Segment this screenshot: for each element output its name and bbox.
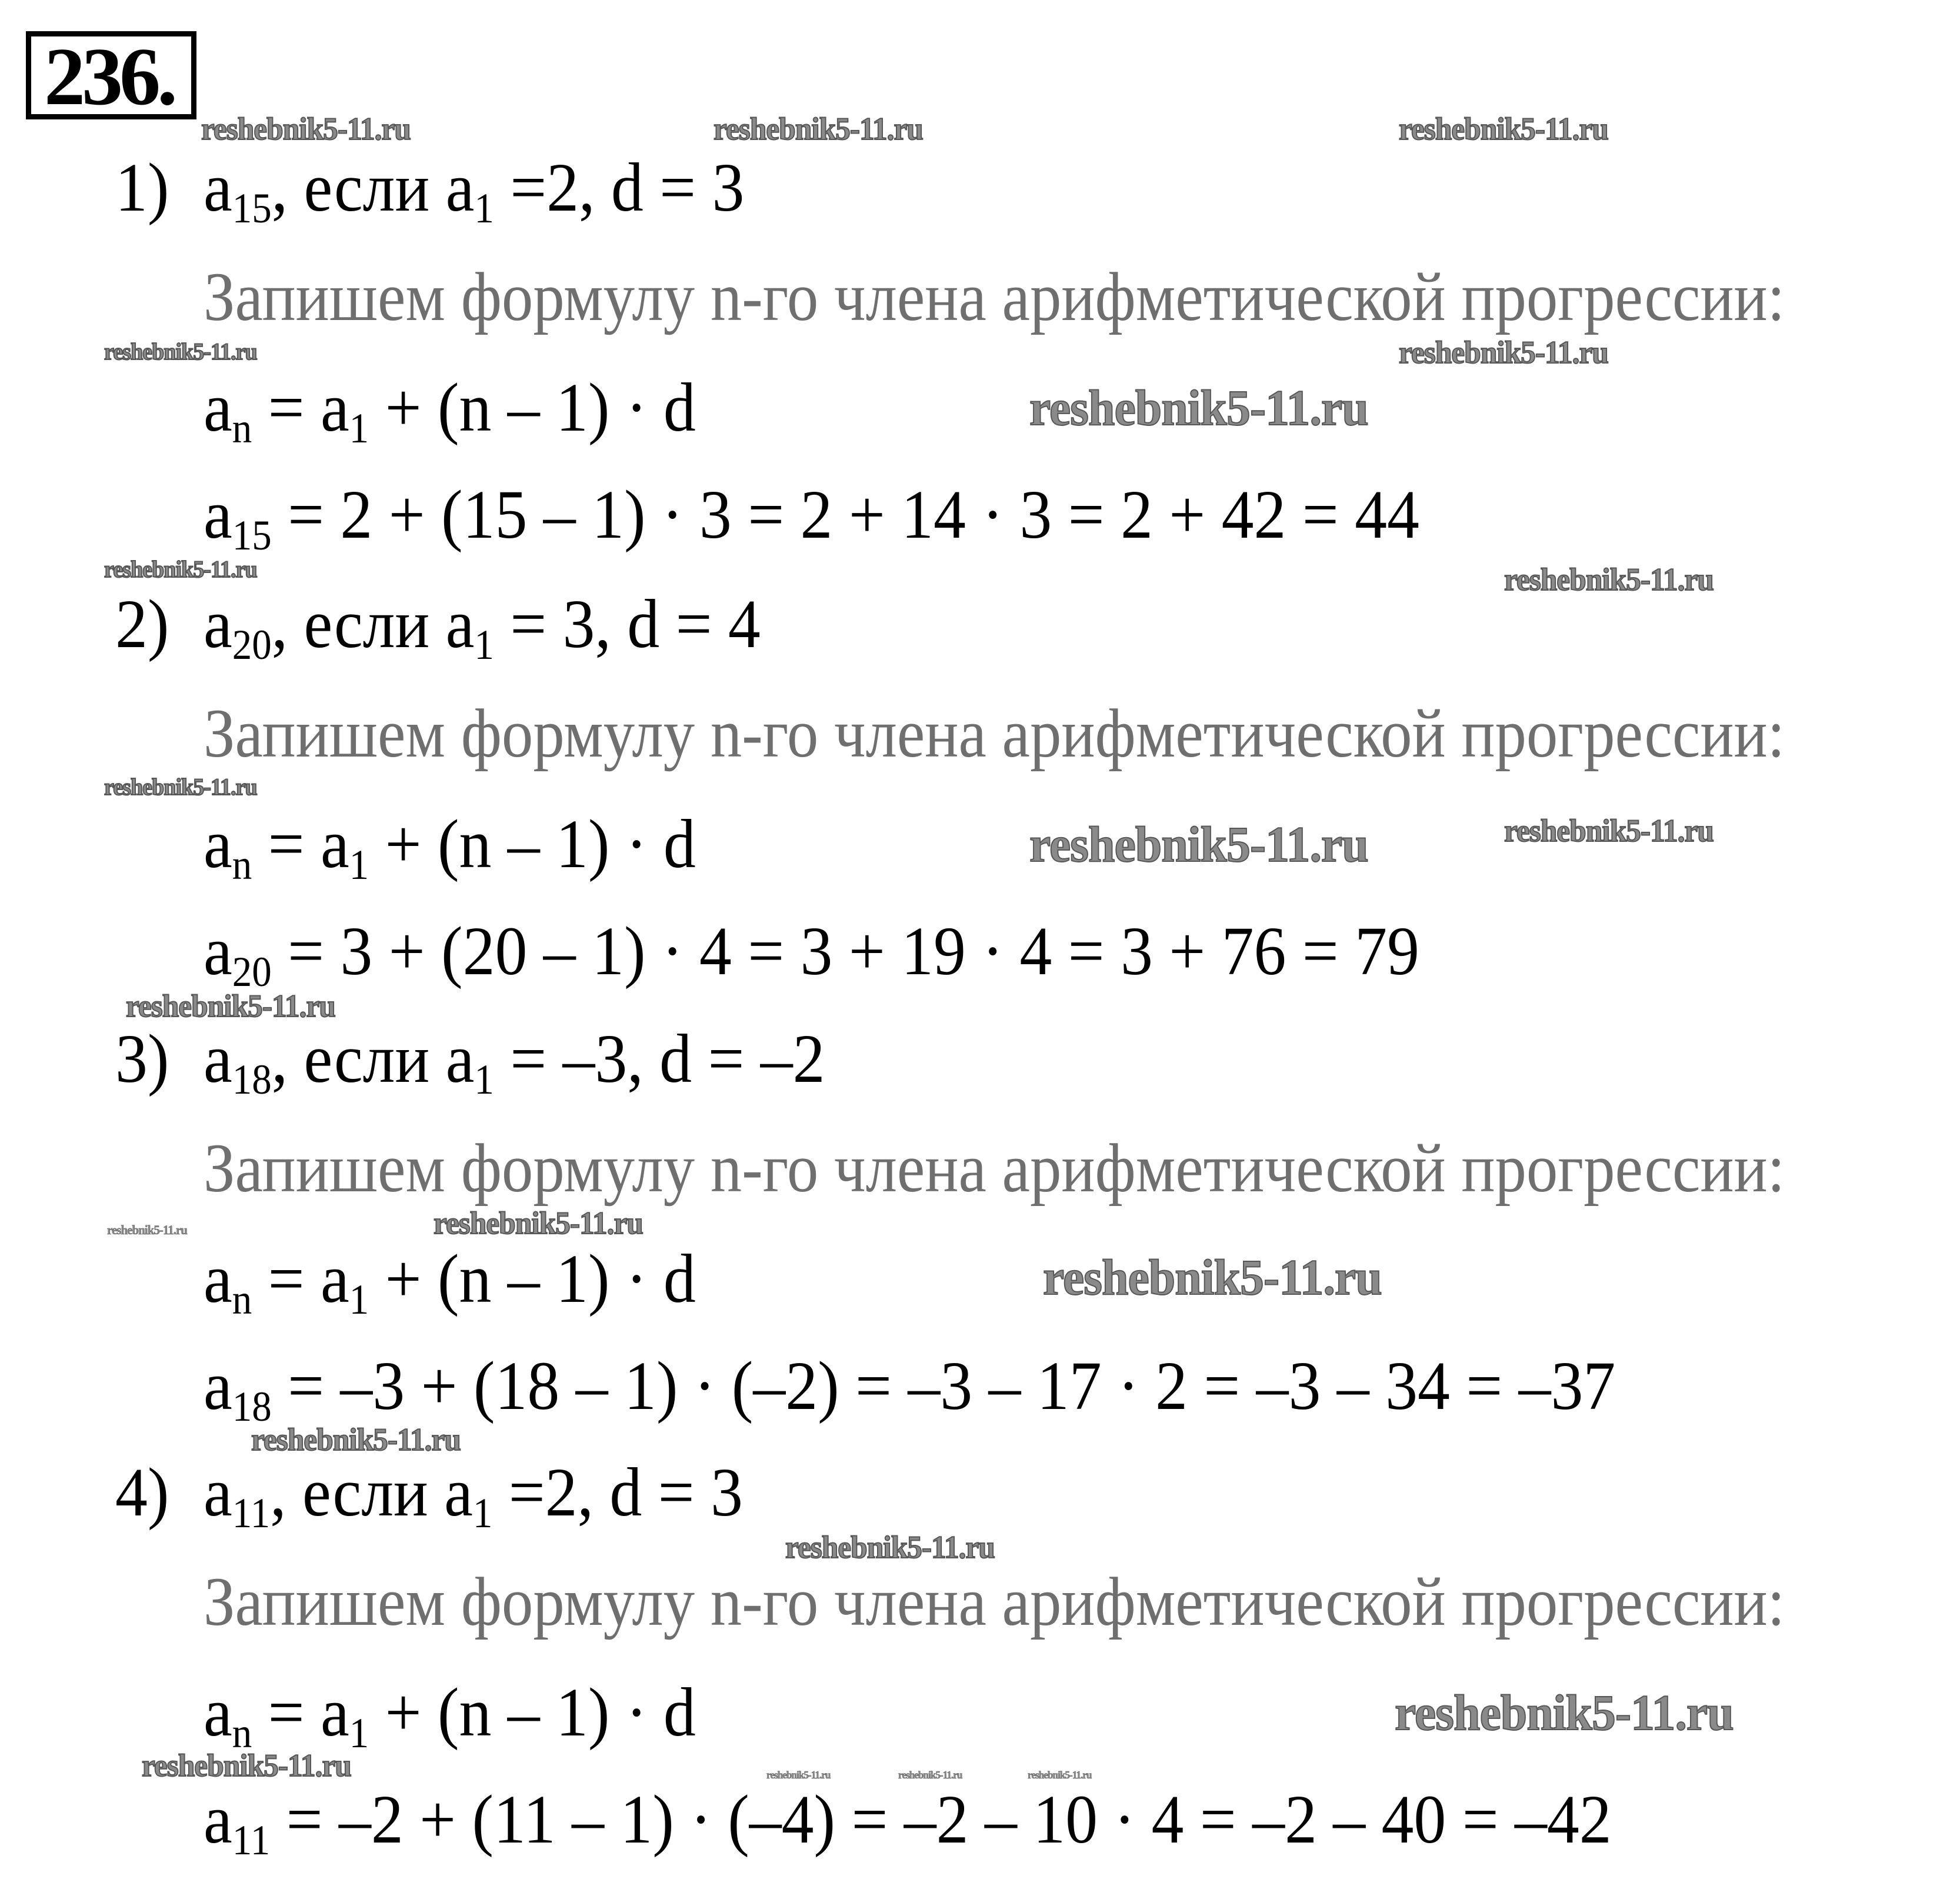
part-formula <box>204 1674 696 1757</box>
math-text: , если a <box>271 1020 475 1097</box>
math-subscript: n <box>232 1276 252 1324</box>
math-subscript: n <box>232 1710 252 1757</box>
math-text: a <box>204 149 232 226</box>
math-subscript: 1 <box>474 185 494 232</box>
watermark: reshebnik5-11.ru <box>1399 111 1608 146</box>
math-text: = 3, d = 4 <box>494 585 761 662</box>
math-text: = 2 + (15 – 1) · 3 = 2 + 14 · 3 = 2 + 42 = 44 <box>271 476 1419 553</box>
part-formula <box>204 369 696 452</box>
math-subscript: 15 <box>232 185 272 232</box>
part-formula-intro: Запишем формулу n-го члена арифметической прогрессии: <box>204 1563 1785 1640</box>
watermark: reshebnik5-11.ru <box>434 1205 643 1241</box>
part-condition <box>204 1454 743 1537</box>
math-text: + (n – 1) · d <box>369 369 696 446</box>
part-label: 2) <box>115 585 169 662</box>
math-text: = a <box>252 805 349 882</box>
watermark: reshebnik5-11.ru <box>107 1222 187 1237</box>
math-subscript: 1 <box>472 1490 493 1537</box>
math-text: a <box>204 1020 232 1097</box>
watermark: reshebnik5-11.ru <box>1399 335 1608 370</box>
math-subscript: 1 <box>474 621 494 669</box>
watermark: reshebnik5-11.ru <box>251 1422 461 1457</box>
math-text: = –2 + (11 – 1) · (–4) = –2 – 10 · 4 = –2 – 40 = –42 <box>270 1781 1612 1858</box>
math-subscript: 1 <box>349 1710 369 1757</box>
math-text: = –3, d = –2 <box>494 1020 825 1097</box>
math-text: a <box>204 1240 232 1317</box>
math-text: a <box>204 1347 232 1424</box>
math-subscript: 20 <box>232 621 272 669</box>
watermark: reshebnik5-11.ru <box>1504 562 1714 597</box>
math-text: , если a <box>271 585 475 662</box>
problem-number-box <box>26 31 196 122</box>
math-text: =2, d = 3 <box>492 1454 743 1531</box>
part-label: 3) <box>115 1020 169 1097</box>
math-subscript: n <box>232 841 252 889</box>
problem-number: 236. <box>44 31 174 122</box>
math-subscript: 20 <box>232 948 272 996</box>
math-text: =2, d = 3 <box>494 149 745 226</box>
math-text: a <box>204 476 232 553</box>
math-subscript: 1 <box>349 1276 369 1324</box>
math-subscript: 11 <box>232 1490 271 1537</box>
watermark: reshebnik5-11.ru <box>1028 1769 1092 1781</box>
math-text: , если a <box>270 1454 473 1531</box>
math-subscript: 1 <box>474 1056 494 1104</box>
watermark: reshebnik5-11.ru <box>1043 1249 1382 1305</box>
math-text: + (n – 1) · d <box>369 1674 696 1751</box>
math-subscript: 11 <box>232 1817 271 1864</box>
part-formula-intro: Запишем формулу n-го члена арифметической прогрессии: <box>204 695 1785 772</box>
watermark: reshebnik5-11.ru <box>898 1769 962 1781</box>
math-text: + (n – 1) · d <box>369 1240 696 1317</box>
watermark: reshebnik5-11.ru <box>104 774 257 800</box>
math-text: = –3 + (18 – 1) · (–2) = –3 – 17 · 2 = –3 – 34 = –37 <box>271 1347 1616 1424</box>
part-formula <box>204 1240 696 1324</box>
math-text: a <box>204 805 232 882</box>
part-solution <box>204 912 1419 996</box>
math-subscript: 1 <box>349 405 369 452</box>
math-text: = 3 + (20 – 1) · 4 = 3 + 19 · 4 = 3 + 76 = 79 <box>271 912 1419 990</box>
part-formula-intro: Запишем формулу n-го члена арифметической прогрессии: <box>204 1130 1785 1207</box>
watermark: reshebnik5-11.ru <box>714 111 923 146</box>
part-label: 4) <box>115 1454 169 1531</box>
math-text: , если a <box>271 149 475 226</box>
math-text: a <box>204 912 232 990</box>
part-solution <box>204 476 1419 559</box>
watermark: reshebnik5-11.ru <box>1029 816 1368 872</box>
watermark: reshebnik5-11.ru <box>785 1530 995 1565</box>
math-subscript: 18 <box>232 1056 272 1104</box>
watermark: reshebnik5-11.ru <box>104 556 257 582</box>
part-label: 1) <box>115 149 169 226</box>
math-text: a <box>204 585 232 662</box>
math-text: a <box>204 369 232 446</box>
watermark: reshebnik5-11.ru <box>201 111 411 146</box>
math-text: a <box>204 1454 232 1531</box>
watermark: reshebnik5-11.ru <box>104 338 257 365</box>
math-text: + (n – 1) · d <box>369 805 696 882</box>
math-subscript: n <box>232 405 252 452</box>
watermark: reshebnik5-11.ru <box>142 1748 351 1783</box>
part-condition <box>204 1020 825 1104</box>
part-condition <box>204 149 745 232</box>
math-text: = a <box>252 369 349 446</box>
watermark: reshebnik5-11.ru <box>766 1769 831 1781</box>
watermark: reshebnik5-11.ru <box>1395 1684 1734 1741</box>
math-subscript: 1 <box>349 841 369 889</box>
part-condition <box>204 585 761 669</box>
watermark: reshebnik5-11.ru <box>1029 379 1368 436</box>
math-text: = a <box>252 1674 349 1751</box>
part-solution <box>204 1781 1612 1864</box>
watermark: reshebnik5-11.ru <box>1504 813 1714 848</box>
math-text: = a <box>252 1240 349 1317</box>
math-text: a <box>204 1781 232 1858</box>
part-formula-intro: Запишем формулу n-го члена арифметической прогрессии: <box>204 258 1785 335</box>
part-formula <box>204 805 696 889</box>
math-subscript: 15 <box>232 512 272 559</box>
math-text: a <box>204 1674 232 1751</box>
math-subscript: 18 <box>232 1383 272 1431</box>
part-solution <box>204 1347 1616 1431</box>
watermark: reshebnik5-11.ru <box>126 988 335 1024</box>
